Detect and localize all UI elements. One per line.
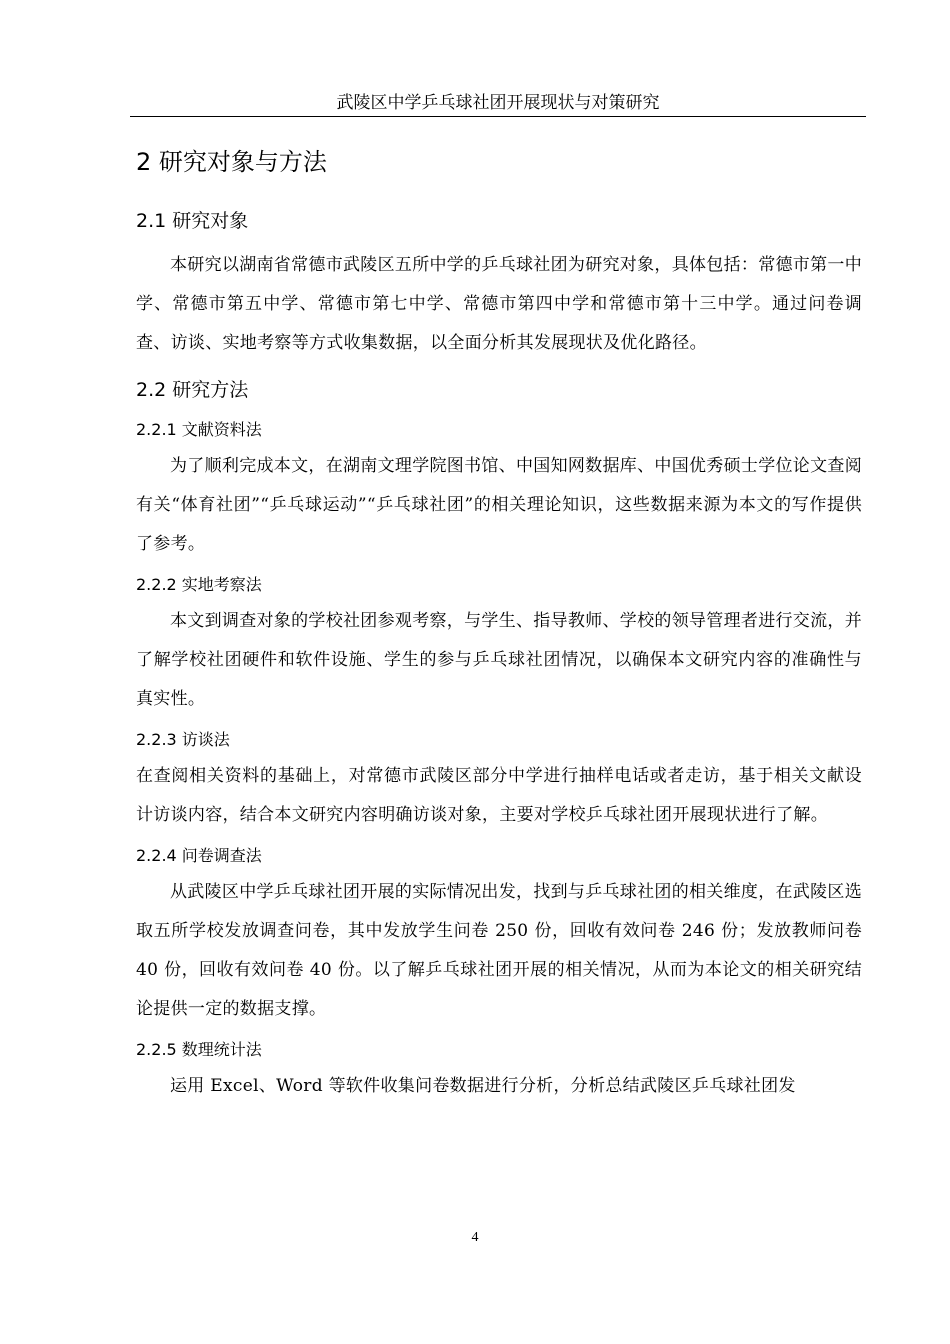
method-title-field-survey: 2.2.2 实地考察法 bbox=[136, 575, 262, 594]
method-paragraph-statistics: 运用 Excel、Word 等软件收集问卷数据进行分析，分析总结武陵区乒乓球社团发 bbox=[170, 1076, 796, 1096]
method-paragraph-interview: 在查阅相关资料的基础上，对常德市武陵区部分中学进行抽样电话或者走访，基于相关文献设计访谈内容，结合本文研究内容明确访谈对象，主要对学校乒乓球社团开展现状进行了解。 bbox=[136, 766, 862, 825]
section-title: 2 研究对象与方法 bbox=[136, 148, 327, 176]
method-paragraph-questionnaire: 从武陵区中学乒乓球社团开展的实际情况出发，找到与乒乓球社团的相关维度，在武陵区选取五所学校发放调查问卷，其中发放学生问卷 250 份，回收有效问卷 246 份；发放教师问卷 40 份，回收有效问卷 40 份。以了解乒乓球社团开展的相关情况，从而为本论文的相关研究结论提供一定的数据支撑。 bbox=[136, 882, 862, 1019]
method-title-statistics: 2.2.5 数理统计法 bbox=[136, 1040, 262, 1059]
method-title-interview: 2.2.3 访谈法 bbox=[136, 730, 230, 749]
subsection-title-research-methods: 2.2 研究方法 bbox=[136, 379, 249, 401]
research-object-paragraph: 本研究以湖南省常德市武陵区五所中学的乒乓球社团为研究对象，具体包括：常德市第一中学、常德市第五中学、常德市第七中学、常德市第四中学和常德市第十三中学。通过问卷调查、访谈、实地考察等方式收集数据，以全面分析其发展现状及优化路径。 bbox=[136, 255, 862, 353]
method-paragraph-literature: 为了顺利完成本文，在湖南文理学院图书馆、中国知网数据库、中国优秀硕士学位论文查阅有关“体育社团”“乒乓球运动”“乒乓球社团”的相关理论知识，这些数据来源为本文的写作提供了参考。 bbox=[136, 456, 862, 554]
running-header-title: 武陵区中学乒乓球社团开展现状与对策研究 bbox=[336, 93, 660, 113]
page-number: 4 bbox=[471, 1230, 479, 1245]
page-body bbox=[136, 142, 862, 1106]
method-paragraph-field-survey: 本文到调查对象的学校社团参观考察，与学生、指导教师、学校的领导管理者进行交流，并了解学校社团硬件和软件设施、学生的参与乒乓球社团情况，以确保本文研究内容的准确性与真实性。 bbox=[136, 611, 862, 709]
header-rule bbox=[130, 116, 866, 117]
subsection-title-research-object: 2.1 研究对象 bbox=[136, 210, 249, 232]
method-title-literature: 2.2.1 文献资料法 bbox=[136, 420, 262, 439]
method-title-questionnaire: 2.2.4 问卷调查法 bbox=[136, 846, 262, 865]
